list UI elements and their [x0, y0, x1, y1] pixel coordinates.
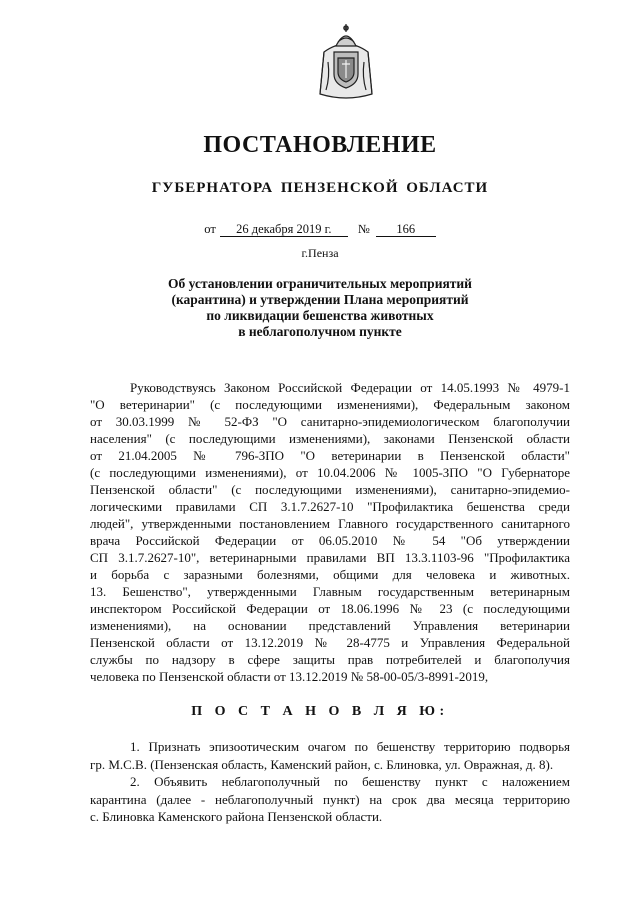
item-2-line: с. Блиновка Каменского района Пензенской области. [90, 809, 383, 824]
issuer-heading: ГУБЕРНАТОРА ПЕНЗЕНСКОЙ ОБЛАСТИ [151, 180, 489, 196]
preamble-line: от 21.04.2005 № 796-ЗПО "О ветеринарии в Пензенской области" [90, 448, 570, 463]
preamble-line: изменениями), на основании представлений Управления ветеринарии [90, 618, 570, 633]
item-2-line: карантина (далее - неблагополучный пункт) на срок два месяца территорию [90, 791, 570, 807]
preamble-line: СП 3.1.7.2627-10", ветеринарными правилами ВП 13.3.1103-96 "Профилактика [90, 550, 570, 565]
preamble-line: Пензенской области" (с последующими изменениями), санитарно-эпидемио- [90, 482, 570, 497]
preamble-line: Пензенской области от 13.12.2019 № 28-4775 и Управления Федеральной [90, 635, 570, 650]
coat-of-arms-icon [316, 22, 376, 102]
date-prefix: от [204, 222, 216, 236]
preamble-line: врача Российской Федерации от 06.05.2010 № 54 "Об утверждении [90, 533, 570, 548]
preamble-line: "О ветеринарии" (с последующими изменениями), Федеральным законом [90, 397, 570, 412]
date-number-line [0, 222, 640, 237]
document-type-heading: ПОСТАНОВЛЕНИЕ [203, 132, 437, 158]
preamble-line: населения" (с последующими изменениями), законами Пензенской области [90, 431, 570, 446]
preamble-line: 13. Бешенство", утвержденными Главным государственным ветеринарным [90, 584, 570, 599]
resolve-heading: П О С Т А Н О В Л Я Ю: [191, 704, 449, 719]
preamble-line: от 30.03.1999 № 52-ФЗ "О санитарно-эпидемиологическом благополучии [90, 414, 570, 429]
preamble-line: (с последующими изменениями), от 10.04.2006 № 1005-ЗПО "О Губернаторе [90, 465, 570, 480]
document-title [150, 276, 490, 340]
preamble-line: людей", утвержденными постановлением Главного государственного санитарного [90, 516, 570, 531]
preamble-line: службы по надзору в сфере защиты прав потребителей и благополучия [90, 652, 570, 667]
preamble-line: Руководствуясь Законом Российской Федерации от 14.05.1993 № 4979-1 [130, 380, 570, 395]
preamble-line: и борьба с заразными болезнями, общими для человека и животных. [90, 567, 570, 582]
preamble-line: инспектором Российской Федерации от 18.06.1996 № 23 (с последующими [90, 601, 570, 616]
resolution-items [90, 738, 570, 826]
city: г.Пенза [301, 246, 339, 260]
item-1-line: 1. Признать эпизоотическим очагом по бешенству территорию подворья [130, 739, 570, 754]
item-2-line: 2. Объявить неблагополучный по бешенству пункт с наложением [130, 774, 570, 789]
document-date: 26 декабря 2019 г. [220, 223, 348, 237]
title-line: по ликвидации бешенства животных [206, 308, 434, 323]
title-line: Об установлении ограничительных мероприятий [168, 276, 472, 291]
item-1-line: гр. М.С.В. (Пензенская область, Каменский район, с. Блиновка, ул. Овражная, д. 8). [90, 756, 554, 772]
title-line: (карантина) и утверждении Плана мероприятий [171, 292, 469, 307]
preamble-line: человека по Пензенской области от 13.12.2019 № 58-00-05/3-8991-2019, [90, 669, 489, 684]
number-prefix: № [357, 222, 370, 236]
title-line: в неблагополучном пункте [238, 324, 402, 339]
preamble-line: логическими правилами СП 3.1.7.2627-10 "Профилактика бешенства среди [90, 499, 570, 514]
preamble [90, 379, 570, 685]
document-number: 166 [376, 223, 436, 237]
